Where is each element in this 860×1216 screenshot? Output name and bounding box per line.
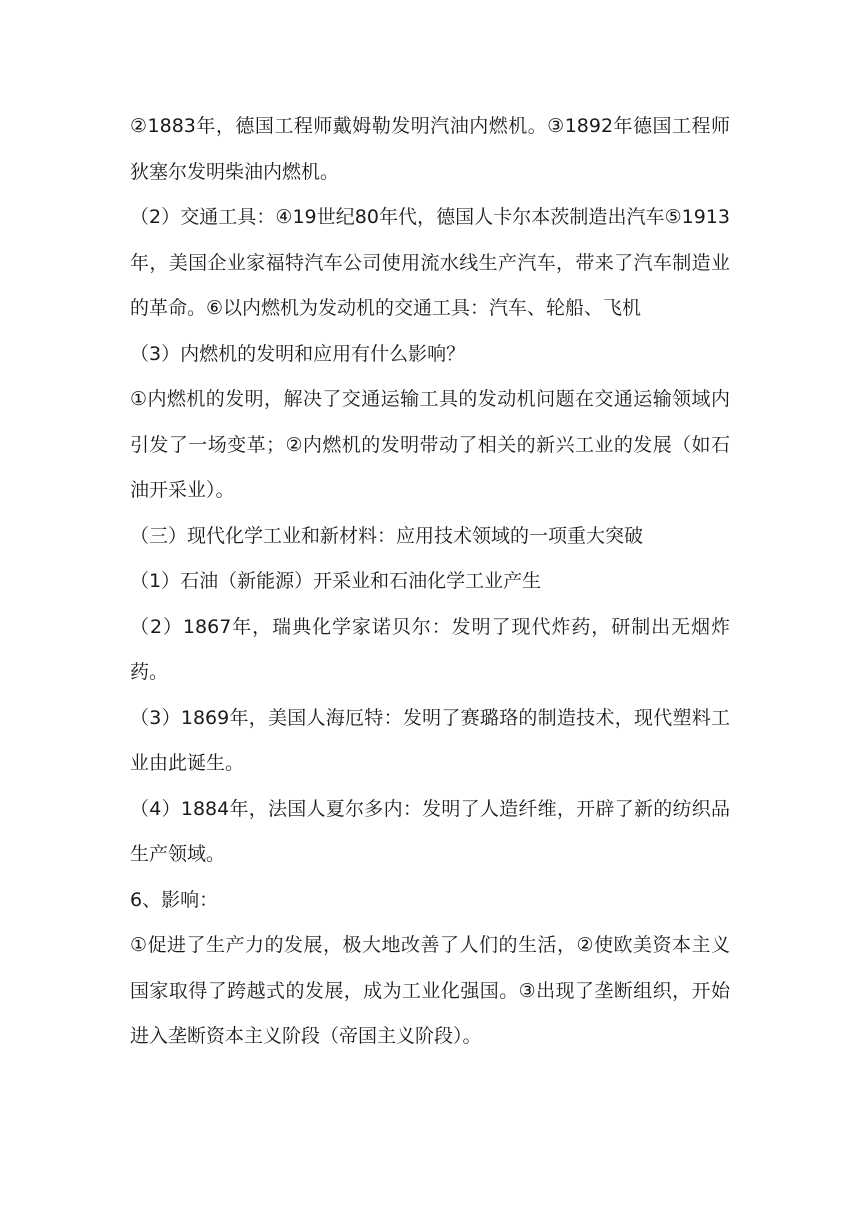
paragraph-petroleum: （1）石油（新能源）开采业和石油化学工业产生	[130, 570, 542, 592]
paragraph-artificial-fiber: （4）1884年，法国人夏尔多内：发明了人造纤维，开辟了新的纺织品生产领域。	[130, 797, 730, 865]
paragraph-transport: （2）交通工具：④19世纪80年代，德国人卡尔本茨制造出汽车⑤1913年，美国企业家福特汽车公司使用流水线生产汽车，带来了汽车制造业的革命。⑥以内燃机为发动机的交通工具：汽车、轮船、飞机	[130, 206, 730, 319]
paragraph-engine-impact-question: （3）内燃机的发明和应用有什么影响？	[130, 342, 466, 365]
heading-impact: 6、影响：	[130, 888, 219, 911]
paragraph-engine-inventions: ②1883年，德国工程师戴姆勒发明汽油内燃机。③1892年德国工程师狄塞尔发明柴油内燃机。	[130, 115, 730, 183]
heading-chemical-industry: （三）现代化学工业和新材料：应用技术领域的一项重大突破	[130, 524, 644, 547]
paragraph-celluloid: （3）1869年，美国人海厄特：发明了赛璐珞的制造技术，现代塑料工业由此诞生。	[130, 706, 730, 774]
paragraph-engine-impact: ①内燃机的发明，解决了交通运输工具的发动机问题在交通运输领域内引发了一场变革；②内燃机的发明带动了相关的新兴工业的发展（如石油开采业）。	[130, 388, 730, 501]
document-body	[130, 104, 730, 1060]
paragraph-overall-impact: ①促进了生产力的发展，极大地改善了人们的生活，②使欧美资本主义国家取得了跨越式的发展，成为工业化强国。③出现了垄断组织，开始进入垄断资本主义阶段（帝国主义阶段）。	[130, 934, 730, 1047]
paragraph-nobel: （2）1867年，瑞典化学家诺贝尔：发明了现代炸药，研制出无烟炸药。	[130, 615, 730, 683]
